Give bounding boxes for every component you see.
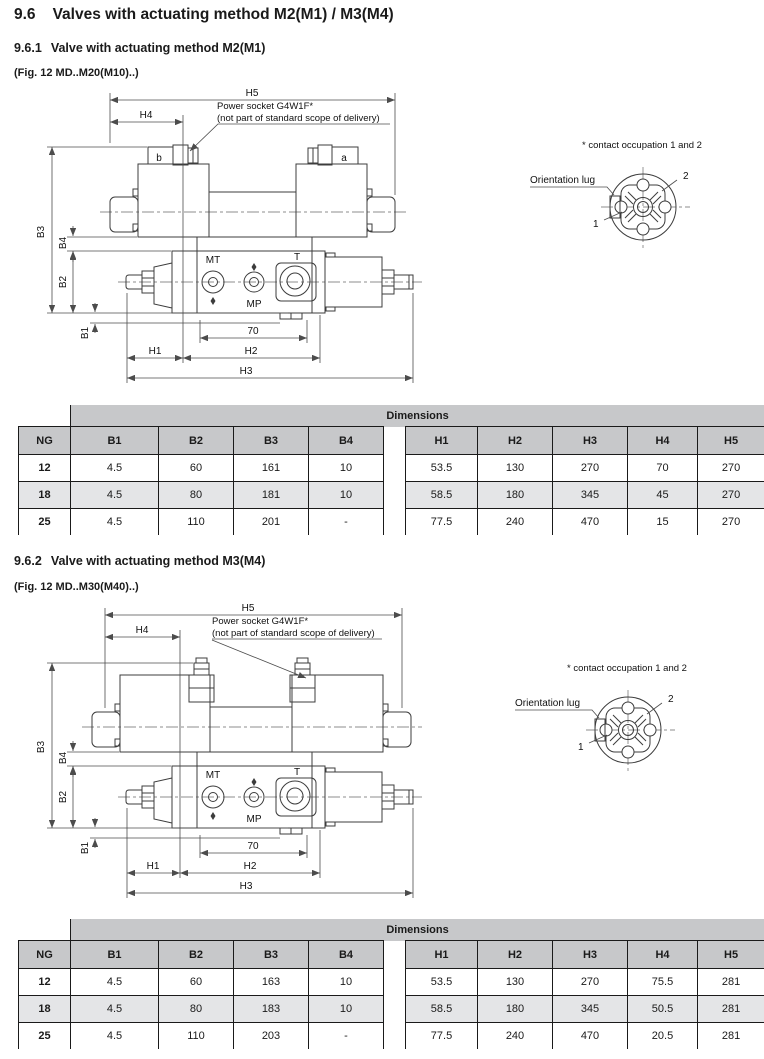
connector-detail-m2 [505,131,760,261]
port-t-label: T [293,252,301,263]
pin1-label: 1 [593,219,599,230]
table-gap-cell [384,996,406,1023]
table-row [19,482,764,509]
solenoid-valve-drawing [110,145,395,237]
section1-heading-number: 9.6.1 [14,41,42,55]
table-cell: 4.5 [71,996,159,1023]
dim-b3-label: B3 [36,225,47,239]
pin1-label: 1 [578,742,584,753]
table-cell: 12 [19,969,71,996]
pin2-label: 2 [668,694,674,705]
table-gap-cell [384,455,406,482]
dimensions-table-m3 [18,919,764,1049]
table-cell: 281 [698,969,764,996]
table-cell: 203 [234,1023,309,1050]
dim-b4-label: B4 [58,236,69,250]
table-cell: 58.5 [406,996,478,1023]
col-header-b2: B2 [159,941,234,969]
table-cell: 25 [19,1023,71,1050]
table-cell: 130 [478,969,553,996]
table-cell: 110 [159,509,234,536]
connector-detail-m3 [490,654,745,784]
col-header-ng: NG [19,941,71,969]
power-socket-note-line1: Power socket G4W1F* [217,101,314,112]
table-cell: 20.5 [628,1023,698,1050]
col-header-h4: H4 [628,427,698,455]
section2-heading [14,554,265,568]
table-corner-cell [19,919,71,941]
dim-70-label: 70 [247,326,259,337]
table-cell: 345 [553,996,628,1023]
table-cell: 201 [234,509,309,536]
col-header-h2: H2 [478,427,553,455]
table-cell: 77.5 [406,509,478,536]
contact-note: * contact occupation 1 and 2 [567,663,687,674]
table-gap-cell [384,969,406,996]
solenoid-b-label: b [156,153,162,164]
power-socket-note-line2: (not part of standard scope of delivery) [217,113,380,124]
dim-h1-label: H1 [146,861,160,872]
col-header-h4: H4 [628,941,698,969]
section2-heading-number: 9.6.2 [14,554,42,568]
table-row [19,996,764,1023]
col-header-h2: H2 [478,941,553,969]
orientation-lug-label: Orientation lug [515,698,581,709]
orientation-lug-label: Orientation lug [530,175,596,186]
section1-heading-text: Valve with actuating method M2(M1) [50,41,266,55]
page-title-number: 9.6 [14,6,36,23]
col-header-h1: H1 [406,941,478,969]
table-cell: 270 [698,509,764,536]
col-header-b2: B2 [159,427,234,455]
dim-b2-label: B2 [58,275,69,289]
col-header-b3: B3 [234,427,309,455]
section2-heading-text: Valve with actuating method M3(M4) [50,554,266,568]
power-socket-note-line2: (not part of standard scope of delivery) [212,628,375,639]
dim-b4-label: B4 [58,751,69,765]
pin2-label: 2 [683,171,689,182]
table-cell: 183 [234,996,309,1023]
power-socket-note-line1: Power socket G4W1F* [212,616,309,627]
detail-leaders [530,180,677,220]
dim-h5-label: H5 [241,603,255,614]
port-mt-label: MT [205,255,221,266]
dim-h5-label: H5 [245,88,259,99]
table-cell: 180 [478,482,553,509]
table-cell: 470 [553,509,628,536]
table-cell: 50.5 [628,996,698,1023]
table-cell: 161 [234,455,309,482]
table-gap-cell [384,509,406,536]
table-cell: 80 [159,996,234,1023]
table-cell: 53.5 [406,455,478,482]
table-cell: 10 [309,482,384,509]
col-header-b3: B3 [234,941,309,969]
table-cell: 18 [19,996,71,1023]
dim-h4-label: H4 [139,110,153,121]
dim-h2-label: H2 [244,346,258,357]
section1-heading [14,41,265,55]
col-header-b1: B1 [71,427,159,455]
table-row [19,509,764,536]
dim-h1-label: H1 [148,346,162,357]
contact-note: * contact occupation 1 and 2 [582,140,702,151]
solenoid-valve-drawing [92,658,411,752]
table-cell: 270 [698,455,764,482]
col-header-h5: H5 [698,941,764,969]
table-cell: 15 [628,509,698,536]
col-header-ng: NG [19,427,71,455]
table-row [19,1023,764,1050]
table-cell: 4.5 [71,455,159,482]
table-cell: 77.5 [406,1023,478,1050]
port-mp-label: MP [246,299,262,310]
dim-b1-label: B1 [80,326,91,340]
table-cell: 270 [698,482,764,509]
dim-b3-label: B3 [36,740,47,754]
table-cell: 53.5 [406,969,478,996]
table-cell: 470 [553,1023,628,1050]
table-cell: 345 [553,482,628,509]
table-cell: 80 [159,482,234,509]
table-cell: 281 [698,1023,764,1050]
col-header-h3: H3 [553,427,628,455]
table-cell: 75.5 [628,969,698,996]
valve-body-drawing [126,237,413,319]
section2-figure-caption: (Fig. 12 MD..M30(M40)..) [14,581,139,593]
col-header-b1: B1 [71,941,159,969]
table-cell: - [309,1023,384,1050]
dim-h4-label: H4 [135,625,149,636]
table-cell: 10 [309,996,384,1023]
table-gap-cell [384,1023,406,1050]
table-cell: 18 [19,482,71,509]
table-cell: 60 [159,455,234,482]
port-mp-label: MP [246,814,262,825]
port-mt-label: MT [205,770,221,781]
table-cell: - [309,509,384,536]
col-header-h5: H5 [698,427,764,455]
table-cell: 4.5 [71,482,159,509]
table-cell: 58.5 [406,482,478,509]
dim-h3-label: H3 [239,366,253,377]
table-cell: 4.5 [71,1023,159,1050]
table-cell: 240 [478,1023,553,1050]
col-header-b4: B4 [309,427,384,455]
solenoid-a-label: a [341,153,347,164]
valve-diagram-m3 [30,600,460,910]
dimension-lines [47,608,413,898]
dimension-lines [47,93,413,383]
table-cell: 45 [628,482,698,509]
table-group-header: Dimensions [71,919,764,941]
table-cell: 10 [309,969,384,996]
table-cell: 270 [553,969,628,996]
detail-leaders [515,703,662,743]
table-corner-cell [19,405,71,427]
col-header-h1: H1 [406,427,478,455]
table-gap-cell [384,482,406,509]
dim-70-label: 70 [247,841,259,852]
table-row [19,969,764,996]
dim-h3-label: H3 [239,881,253,892]
table-cell: 281 [698,996,764,1023]
table-cell: 270 [553,455,628,482]
table-group-header: Dimensions [71,405,764,427]
table-row [19,455,764,482]
table-cell: 4.5 [71,969,159,996]
valve-body-drawing [126,752,413,834]
table-gap-cell [384,941,406,969]
table-cell: 180 [478,996,553,1023]
table-cell: 181 [234,482,309,509]
port-t-label: T [293,767,301,778]
col-header-h3: H3 [553,941,628,969]
table-cell: 10 [309,455,384,482]
table-gap-cell [384,427,406,455]
table-cell: 4.5 [71,509,159,536]
page-title-text: Valves with actuating method M2(M1) / M3(M4) [52,6,394,23]
table-cell: 130 [478,455,553,482]
dim-b2-label: B2 [58,790,69,804]
table-cell: 163 [234,969,309,996]
table-cell: 12 [19,455,71,482]
table-cell: 110 [159,1023,234,1050]
table-cell: 240 [478,509,553,536]
col-header-b4: B4 [309,941,384,969]
page-title [14,6,394,24]
table-cell: 60 [159,969,234,996]
table-cell: 25 [19,509,71,536]
table-cell: 70 [628,455,698,482]
dim-b1-label: B1 [80,841,91,855]
centerlines [82,727,422,797]
section1-figure-caption: (Fig. 12 MD..M20(M10)..) [14,67,139,79]
valve-diagram-m2 [30,85,460,395]
dim-h2-label: H2 [243,861,257,872]
dimensions-table-m2 [18,405,764,535]
